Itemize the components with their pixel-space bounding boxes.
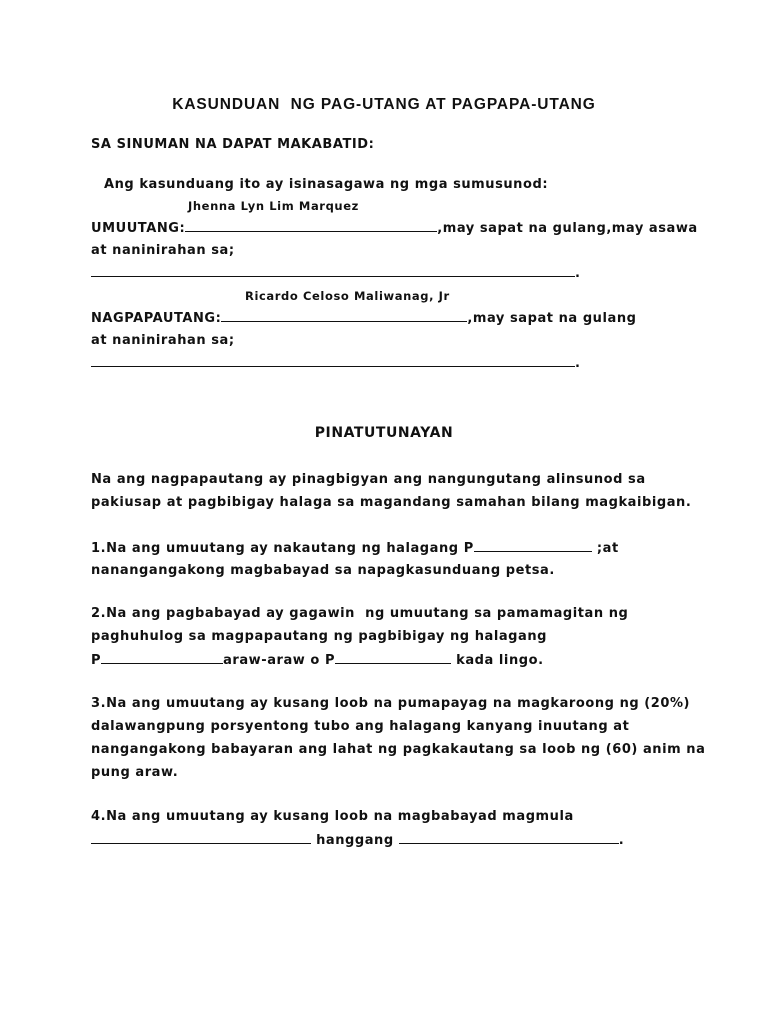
borrower-status: ,may sapat na gulang,may asawa: [437, 221, 698, 236]
borrower-address-line: .: [91, 264, 581, 283]
item3-line-3: nangangakong babayaran ang lahat ng pagkakautang sa loob ng (60) anim na: [91, 742, 706, 757]
item4-start-date-blank: [91, 831, 311, 844]
item4-end-date-blank: [399, 831, 619, 844]
item3-line-4: pung araw.: [91, 765, 179, 780]
item3-line-1: 3.Na ang umuutang ay kusang loob na pumapayag na magkaroong ng (20%): [91, 696, 691, 711]
item1-line-1: 1.Na ang umuutang ay nakautang ng halagang P ;at: [91, 541, 619, 556]
item2-line-2: paghuhulog sa magpapautang ng pagbibigay ng halagang: [91, 629, 548, 644]
document-title: KASUNDUAN NG PAG-UTANG AT PAGPAPA-UTANG: [172, 96, 596, 113]
section-title: PINATUTUNAYAN: [314, 425, 454, 441]
item3-line-2: dalawangpung porsyentong tubo ang halagang kanyang inuutang at: [91, 719, 630, 734]
lender-label: NAGPAPAUTANG:: [91, 311, 222, 326]
item4-line-1: 4.Na ang umuutang ay kusang loob na magbabayad magmula: [91, 809, 574, 824]
borrower-line: [91, 219, 698, 238]
borrower-label: UMUUTANG:: [91, 221, 186, 236]
preamble-line-1: Na ang nagpapautang ay pinagbigyan ang nangungutang alinsunod sa: [91, 472, 646, 487]
lender-address-label: at naninirahan sa;: [91, 333, 235, 348]
item2-daily-blank: [101, 651, 223, 664]
lender-address-line: .: [91, 354, 581, 373]
salutation: SA SINUMAN NA DAPAT MAKABATID:: [91, 137, 375, 152]
borrower-name: Jhenna Lyn Lim Marquez: [188, 199, 359, 213]
lender-name-blank: [221, 309, 467, 322]
lender-status: ,may sapat na gulang: [467, 311, 637, 326]
item1-amount-blank: [474, 539, 592, 552]
item2-line-3: P araw-araw o P kada lingo.: [91, 653, 544, 668]
item4-line-2: hanggang .: [91, 831, 624, 850]
item1-line-2: nanangangakong magbabayad sa napagkasunduang petsa.: [91, 563, 555, 578]
borrower-address-blank: [91, 264, 575, 277]
intro-text: Ang kasunduang ito ay isinasagawa ng mga sumusunod:: [104, 177, 549, 192]
lender-name: Ricardo Celoso Maliwanag, Jr: [245, 289, 450, 303]
borrower-name-blank: [185, 219, 437, 232]
preamble-line-2: pakiusap at pagbibigay halaga sa magandang samahan bilang magkaibigan.: [91, 495, 692, 510]
item2-line-1: 2.Na ang pagbabayad ay gagawin ng umuutang sa pamamagitan ng: [91, 606, 629, 621]
borrower-address-label: at naninirahan sa;: [91, 243, 235, 258]
lender-address-blank: [91, 354, 575, 367]
item2-weekly-blank: [335, 651, 451, 664]
lender-line: [91, 309, 636, 328]
